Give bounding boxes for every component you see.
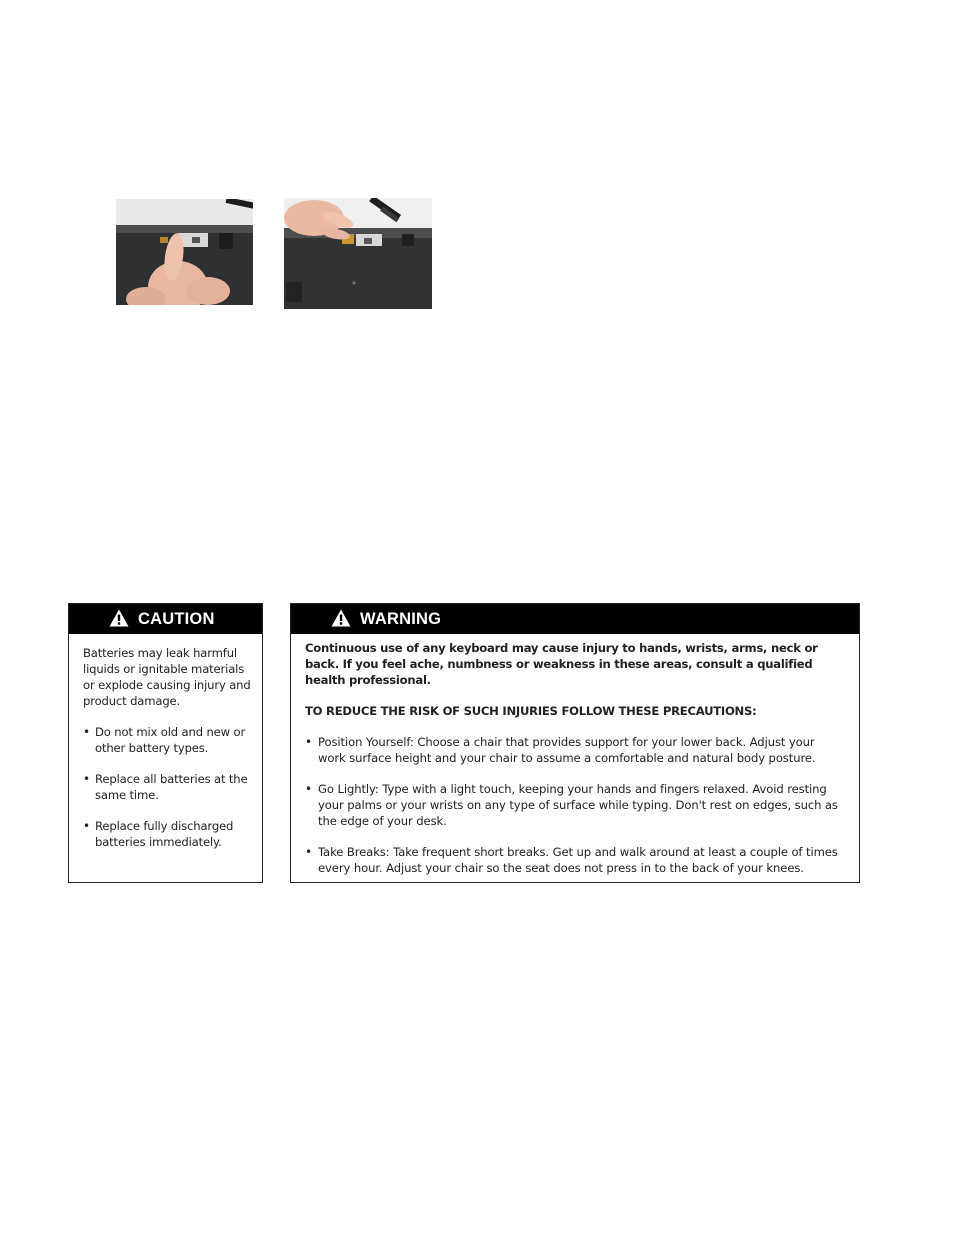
warning-triangle-icon [331,609,351,627]
caution-box [68,603,263,883]
warning-list [305,734,845,876]
list-item: • Do not mix old and new or other battery types. [83,724,252,756]
caution-list [83,724,252,850]
caution-body [69,634,262,850]
warning-title: WARNING [360,609,442,628]
photo-press-battery-latch-art [116,199,253,305]
list-item: • Replace fully discharged batteries immediately. [83,818,252,850]
list-item: • Go Lightly: Type with a light touch, keeping your hands and fingers relaxed. Avoid resting your palms or your wrists on any type of surface while typing. Don't rest on edges, such as the edge of your desk. [305,781,845,829]
warning-body [291,634,859,876]
caution-header [69,604,262,634]
caution-title: CAUTION [138,609,215,628]
photo-insert-batteries [284,198,432,309]
warning-intro: Continuous use of any keyboard may cause injury to hands, wrists, arms, neck or back. If you feel ache, numbness or weakness in these areas, consult a qualified health professional. [305,641,818,687]
warning-box [290,603,860,883]
warning-header [291,604,859,634]
list-item: • Replace all batteries at the same time. [83,771,252,803]
list-item: • Position Yourself: Choose a chair that provides support for your lower back. Adjust your work surface height and your chair to assume a comfortable and natural body posture. [305,734,845,766]
photo-insert-batteries-art [284,198,432,309]
warning-precautions-heading: TO REDUCE THE RISK OF SUCH INJURIES FOLLOW THESE PRECAUTIONS: [305,704,757,718]
photo-press-battery-latch [116,199,253,305]
list-item: • Take Breaks: Take frequent short breaks. Get up and walk around at least a couple of times every hour. Adjust your chair so the seat does not press in to the back of your knees. [305,844,845,876]
caution-intro: Batteries may leak harmful liquids or ignitable materials or explode causing injury and product damage. [83,646,251,708]
warning-triangle-icon [109,609,129,627]
